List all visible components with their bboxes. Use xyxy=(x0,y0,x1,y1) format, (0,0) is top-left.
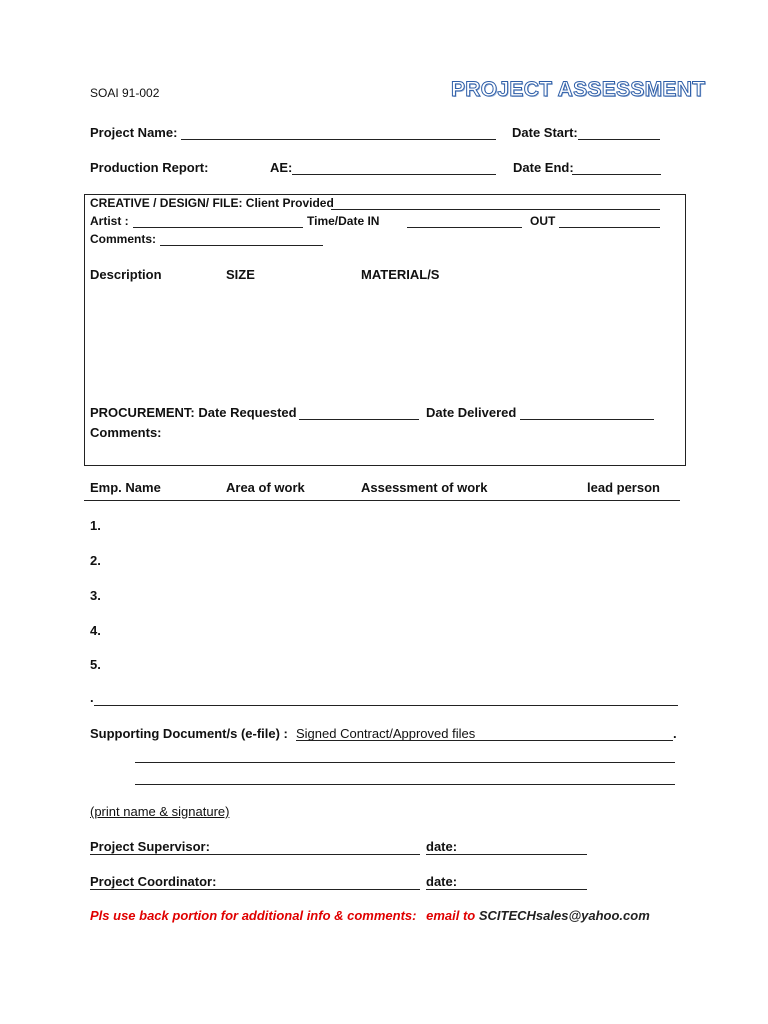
description-column-header: Description xyxy=(90,267,162,282)
page-title: PROJECT ASSESSMENT xyxy=(451,78,706,101)
time-in-label: Time/Date IN xyxy=(307,214,380,228)
supervisor-date-field[interactable] xyxy=(426,854,587,855)
date-start-label: Date Start: xyxy=(512,125,578,140)
table-row[interactable]: 2. xyxy=(90,553,101,568)
coordinator-field[interactable] xyxy=(90,889,420,890)
footer-notice-line xyxy=(90,908,650,923)
table-row[interactable]: 3. xyxy=(90,588,101,603)
emp-name-header: Emp. Name xyxy=(90,480,161,495)
trailing-dot: . xyxy=(90,690,94,705)
supervisor-label: Project Supervisor: xyxy=(90,839,210,854)
procurement-label: PROCUREMENT: Date Requested xyxy=(90,405,297,420)
artist-field[interactable] xyxy=(133,227,303,228)
artist-label: Artist : xyxy=(90,214,129,228)
project-name-label: Project Name: xyxy=(90,125,178,140)
supporting-line-3[interactable] xyxy=(135,784,675,785)
print-name-note: (print name & signature) xyxy=(90,804,230,819)
date-end-label: Date End: xyxy=(513,160,574,175)
time-in-field[interactable] xyxy=(407,227,522,228)
assessment-header: Assessment of work xyxy=(361,480,488,495)
creative-comments-label: Comments: xyxy=(90,232,157,246)
supporting-docs-value[interactable]: Signed Contract/Approved files xyxy=(296,726,476,741)
creative-comments-field[interactable] xyxy=(160,245,323,246)
date-end-field[interactable] xyxy=(572,174,661,175)
project-name-field[interactable] xyxy=(181,139,496,140)
lead-person-header: lead person xyxy=(587,480,660,495)
date-delivered-label: Date Delivered xyxy=(426,405,517,420)
footer-notice: Pls use back portion for additional info & comments: xyxy=(90,908,417,923)
table-header-rule xyxy=(84,500,680,501)
supervisor-field[interactable] xyxy=(90,854,420,855)
procurement-comments-label: Comments: xyxy=(90,425,162,440)
coordinator-label: Project Coordinator: xyxy=(90,874,217,889)
table-end-rule xyxy=(94,705,678,706)
email-prefix: email to xyxy=(426,908,476,923)
supporting-end-dot: . xyxy=(673,726,677,741)
area-of-work-header: Area of work xyxy=(226,480,305,495)
production-report-label: Production Report: xyxy=(90,160,209,175)
date-requested-field[interactable] xyxy=(299,419,419,420)
size-column-header: SIZE xyxy=(226,267,255,282)
creative-section-box xyxy=(84,194,686,466)
out-label: OUT xyxy=(530,214,556,228)
ae-label: AE: xyxy=(270,160,293,175)
table-row[interactable]: 5. xyxy=(90,657,101,672)
creative-label: CREATIVE / DESIGN/ FILE: Client Provided xyxy=(90,196,334,210)
ae-field[interactable] xyxy=(292,174,496,175)
email-link[interactable]: SCITECHsales@yahoo.com xyxy=(478,908,650,923)
out-field[interactable] xyxy=(559,227,660,228)
form-code: SOAI 91-002 xyxy=(90,86,160,100)
supporting-docs-underline xyxy=(296,740,673,741)
table-row[interactable]: 4. xyxy=(90,623,101,638)
supporting-line-2[interactable] xyxy=(135,762,675,763)
date-delivered-field[interactable] xyxy=(520,419,654,420)
coordinator-date-field[interactable] xyxy=(426,889,587,890)
client-provided-field[interactable] xyxy=(331,209,660,210)
supervisor-date-label: date: xyxy=(426,839,458,854)
table-row[interactable]: 1. xyxy=(90,518,101,533)
coordinator-date-label: date: xyxy=(426,874,458,889)
supporting-docs-label: Supporting Document/s (e-file) : xyxy=(90,726,288,741)
materials-column-header: MATERIAL/S xyxy=(361,267,440,282)
date-start-field[interactable] xyxy=(578,139,660,140)
